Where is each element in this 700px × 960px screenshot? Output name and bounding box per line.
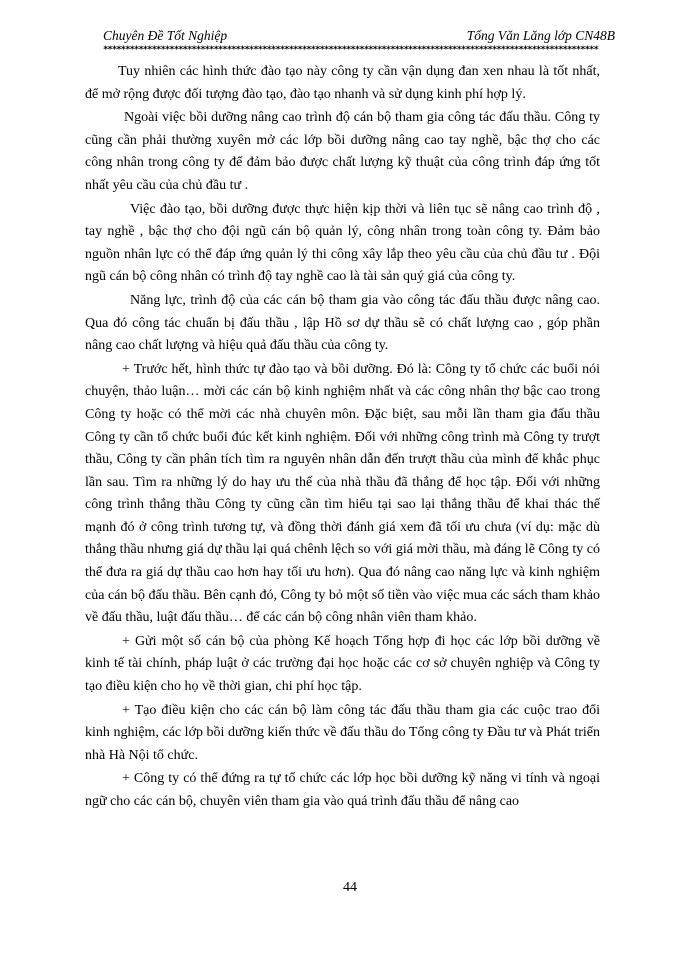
header-divider: ****************************************************************************************************************	[103, 45, 598, 55]
paragraph-1: Tuy nhiên các hình thức đào tạo này công ty cần vận dụng đan xen nhau là tốt nhất, để mở rộng được đối tượng đào tạo, đào tạo nhanh và sử dụng kinh phí hợp lý.	[85, 64, 600, 102]
header-thesis-title: Chuyên Đề Tốt Nghiệp	[103, 28, 228, 43]
paragraph-6: + Gửi một số cán bộ của phòng Kế hoạch Tổng hợp đi học các lớp bồi dưỡng về kinh tế tài chính, pháp luật ở các trường đại học hoặc các cơ sở chuyên nghiệp và Công ty tạo điều kiện cho họ về thời gian, chi phí học tập.	[85, 633, 600, 695]
paragraph-3: Việc đào tạo, bồi dưỡng được thực hiện kịp thời và liên tục sẽ nâng cao trình độ , tay nghề , bậc thợ cho đội ngũ cán bộ quản lý, công nhân trong toàn công ty. Đảm bảo nguồn nhân lực có thể đáp ứng quản lý thi công xây lắp theo yêu cầu của chủ đầu tư . Đội ngũ cán bộ công nhân có trình độ tay nghề cao là tài sản quý giá của công ty.	[85, 201, 600, 285]
paragraph-2: Ngoài việc bồi dưỡng nâng cao trình độ cán bộ tham gia công tác đấu thầu. Công ty cũng cần phải thường xuyên mở các lớp bồi dưỡng nâng cao tay nghề, bậc thợ cho các công nhân trong công ty để đảm bảo được chất lượng kỹ thuật của công trình đáp ứng tốt nhất yêu cầu của chủ đầu tư .	[85, 110, 600, 193]
paragraph-5: + Trước hết, hình thức tự đào tạo và bồi dưỡng. Đó là: Công ty tổ chức các buổi nói chuyện, thảo luận… mời các cán bộ kinh nghiệm nhất và các công nhân thợ bậc cao trong Công ty hoặc có thể mời các nhà chuyên môn. Đặc biệt, sau mỗi lần tham gia đấu thầu Công ty cần tổ chức buổi đúc kết kinh nghiệm. Đối với những công trình mà Công ty trượt thầu, Công ty cần phân tích tìm ra nguyên nhân dẫn đến trượt thầu của mình để khắc phục lần sau. Tìm ra những lý do hay ưu thế của nhà thầu đã thắng để học tập. Đối với những công trình thắng thầu Công ty cũng cần tìm hiểu tại sao lại thắng thầu để khai thác thế mạnh đó ở công trình tương tự, và đồng thời đánh giá xem đã tối ưu chưa (ví dụ: mặc dù thắng thầu nhưng giá dự thầu lại quá chênh lệch so với giá mời thầu, mà đáng lẽ Công ty có thể đưa ra giá dự thầu cao hơn hay tối ưu hơn). Qua đó nâng cao năng lực và kinh nghiệm của cán bộ đấu thầu. Bên cạnh đó, Công ty bỏ một số tiền vào việc mua các sách tham khảo về đấu thầu, luật đấu thầu… để các cán bộ công nhân viên tham khảo.	[85, 361, 600, 626]
paragraph-4: Năng lực, trình độ của các cán bộ tham gia vào công tác đấu thầu được nâng cao. Qua đó công tác chuẩn bị đấu thầu , lập Hồ sơ dự thầu sẽ có chất lượng cao , góp phần nâng cao chất lượng và hiệu quả đấu thầu của công ty.	[85, 292, 600, 354]
header-author: Tống Văn Lăng lớp CN48B	[466, 28, 615, 43]
page-number: 44	[343, 880, 357, 895]
paragraph-7: + Tạo điều kiện cho các cán bộ làm công tác đấu thầu tham gia các cuộc trao đổi kinh nghiệm, các lớp bồi dưỡng kiến thức về đấu thầu do Tổng công ty Đầu tư và Phát triển nhà Hà Nội tổ chức.	[85, 702, 600, 763]
document-body	[85, 61, 600, 815]
paragraph-8: + Công ty có thể đứng ra tự tổ chức các lớp học bồi dưỡng kỹ năng vi tính và ngoại ngữ cho các cán bộ, chuyên viên tham gia vào quá trình đấu thầu để nâng cao	[85, 771, 600, 809]
